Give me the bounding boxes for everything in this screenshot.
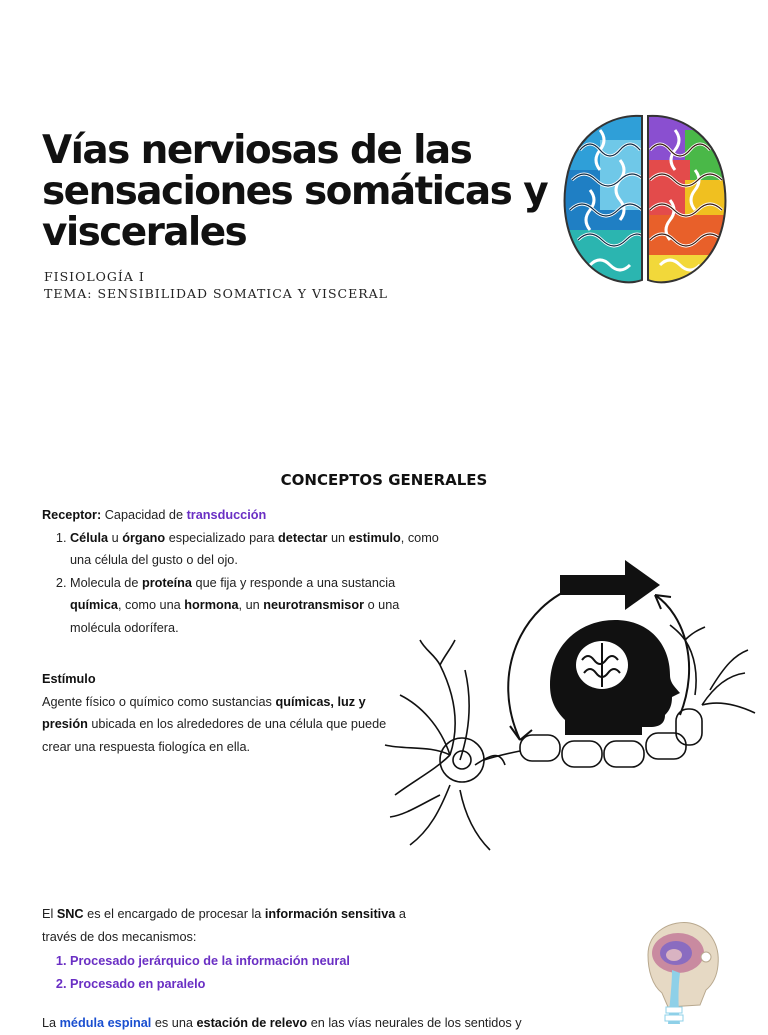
medula-paragraph <box>42 1012 562 1035</box>
text: Molecula de <box>70 575 142 590</box>
term-link: médula espinal <box>59 1016 152 1030</box>
text: especializado para <box>165 530 279 545</box>
anatomical-head-illustration-icon <box>628 915 728 1024</box>
text: , como una <box>117 598 185 612</box>
receptor-intro <box>42 504 442 527</box>
text: es el encargado de procesar la <box>83 907 265 921</box>
text: El <box>42 907 57 921</box>
list-item: 2. Procesado en paralelo <box>70 973 442 996</box>
receptor-label: Receptor: <box>42 508 102 522</box>
term: proteína <box>141 575 192 590</box>
text: , un <box>238 598 264 612</box>
brain-illustration-icon <box>560 110 730 288</box>
text: un <box>327 530 349 545</box>
text: , como una célula del gusto o del ojo. <box>70 530 439 567</box>
term: SNC <box>56 907 84 921</box>
neuron-head-arrow-illustration-icon <box>380 555 760 875</box>
receptor-intro-text: Capacidad de <box>101 508 187 522</box>
term: información sensitiva <box>264 907 396 921</box>
snc-list <box>42 950 442 995</box>
text: a través de dos mecanismos: <box>42 907 406 944</box>
text: ubicada en los alrededores de una célula que puede crear una respuesta fiologíca en ella. <box>42 717 387 754</box>
list-item: 1. Procesado jerárquico de la información neural <box>70 950 442 973</box>
text: La <box>42 1016 60 1030</box>
estimulo-text <box>42 691 402 759</box>
snc-paragraph <box>42 903 442 995</box>
term: neurotransmisor <box>263 598 365 612</box>
text: en las vías neurales de los sentidos y <box>307 1016 522 1030</box>
subtitle-block <box>44 268 388 302</box>
estimulo-definition <box>42 668 402 758</box>
text: es una <box>151 1016 197 1030</box>
topic-name: TEMA: SENSIBILIDAD SOMATICA Y VISCERAL <box>44 286 388 301</box>
estimulo-label: Estímulo <box>42 672 96 686</box>
receptor-highlight: transducción <box>186 508 267 522</box>
page-title: Vías nerviosas de las sensaciones somáticas y viscerales <box>42 128 548 255</box>
term: órgano <box>122 530 166 545</box>
term: química <box>70 598 118 612</box>
term: detectar <box>278 530 328 545</box>
term: químicas, luz y presión <box>42 694 366 731</box>
text: o una molécula odorífera. <box>70 598 400 635</box>
text: que fija y responde a una sustancia <box>192 575 396 590</box>
term: estimulo <box>348 530 401 545</box>
course-name: FISIOLOGÍA I <box>44 269 145 284</box>
term: hormona <box>184 598 239 612</box>
term: Célula <box>70 530 109 545</box>
section-heading: CONCEPTOS GENERALES <box>280 471 488 489</box>
text: u <box>108 530 123 545</box>
term: estación de relevo <box>196 1016 308 1030</box>
text: Agente físico o químico como sustancias <box>42 694 276 709</box>
